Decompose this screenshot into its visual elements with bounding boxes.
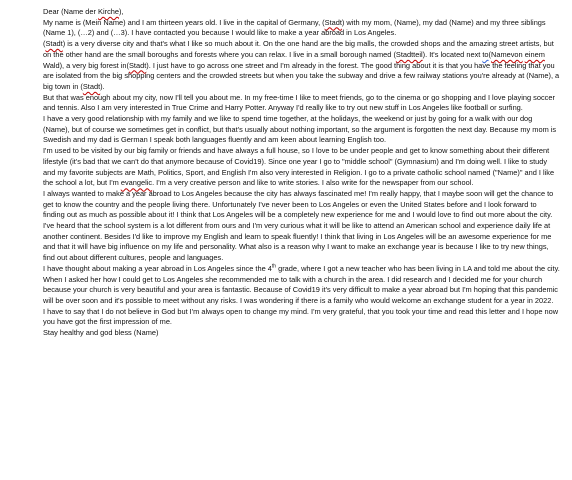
spellcheck-word: Kirche — [98, 7, 119, 16]
spellcheck-word: einem — [524, 49, 545, 59]
spellcheck-word: evangelic — [120, 178, 153, 188]
spellcheck-word: Stadt — [324, 17, 342, 27]
salutation-text: Dear (Name der — [43, 7, 99, 16]
grammar-check-word: to — [482, 49, 489, 59]
spellcheck-word: Stadt — [128, 60, 147, 70]
paragraph-church: I have thought about making a year abroad in Los Angeles since the 4th grade, where I got a new teacher who has been living in LA and told me about the city. When I asked her how I could get to Los Angeles she recommended me to talk with a church in the area. I did research and I decided me for your church because your church is very beautiful and your area is fantastic. Because of Covid19 it's very difficult to make a year abroad but I'm hoping that this pandemic will be over soon and it's possible to meet without any risks. I was wondering if there is a family who would welcome an exchange student for a year in 2022. — [43, 263, 560, 305]
paragraph-motivation: I always wanted to make a year abroad to Los Angeles because the city has always fascinated me! I'm really happy, that I maybe soon will get the chance to get to know the country and the people living there. Unfortunately I've never been to Los Angeles or even the United States before and I look forward to finding out as much as possible about it! I think that Los Angeles will be a completely new experience for me and I would love to find out more about the city. I've heard that the school system is a lot different from ours and I'm very curious what it will be like to attend an American school and experience daily life at another continent. Besides I'd like to improve my English and learn to speak fluently! I think that living in Los Angeles will be an awesome experience for me and that it will have big influence on my life and personality. What also is a reason why I want to make an exchange year is because I like to try new things, find out about different cultures, people and languages. — [43, 188, 554, 263]
paragraph-family: I have a very good relationship with my family and we like to spend time together, at the holidays, the weekend or just by going for a walk with our dog (Name), but of course we sometimes get in conflict, but that's usually about nothing important, so the argument is forgotten the next day. Because my mom is Swedish and my dad is German I speak both languages fluently and am keen about learning English too. — [43, 114, 557, 145]
spellcheck-word: Namevon — [491, 49, 523, 59]
paragraph-hobbies: But that was enough about my city, now I'll tell you about me. In my free-time I like to meet friends, go to the cinema or go shopping and I love playing soccer and tennis. Also I am very interested in True Crime and Harry Potter. Anyway I'd really like to try out new stuff in Los Angeles like football or surfing. — [43, 92, 555, 113]
salutation-text: ), — [119, 7, 124, 16]
closing-line: Stay healthy and god bless (Name) — [43, 328, 159, 338]
spellcheck-word: Stadt — [82, 81, 101, 91]
spellcheck-word: Stadt — [45, 39, 63, 49]
paragraph-intro: My name is (Mein Name) and I am thirteen years old. I live in the capital of Germany, (Stadt) with my mom, (Name), my dad (Name) and my three siblings (Name 1), (…2) and (…3). I have contacted you because I would like to make a year abroad in Los Angeles. — [43, 17, 546, 38]
paragraph-school: I'm used to be visited by our big family or friends and have always a full house, so I love to be under people and get to know something about their different lifestyle (it's bad that we can't do that anymore because of Covid19). Since one year I go to "middle school" (Gymnasium) and I'm doing well. I like to study and my favorite subjects are Math, Politics, Sport, and English I'm also very interested in Religion. I go to a private catholic school named ("Name)" and I like the school a lot, but I'm evangelic. I'm a very creative person and like to write stories. I also write for the newspaper from our school. — [43, 146, 555, 188]
superscript: th — [271, 263, 277, 270]
paragraph-city: (Stadt) is a very diverse city and that's what I like so much about it. On the one hand are the big malls, the crowded shops and the amazing street artists, but on the other hand are the small boroughs and forests where you can relax. I live in a small borough named (Stadtteil). It's located next to(Namevon einem Wald), a very big forest in(Stadt). I just have to go across one street and I'm already in the forest. The good thing about it is that you have the feeling that you are isolated from the big shopping centers and the crowded streets but when you take the subway and drive a few railway stations you're already at (Name), a big town in (Stadt). — [43, 39, 560, 91]
salutation — [43, 7, 560, 18]
paragraph-closing-remarks: I have to say that I do not believe in God but I'm always open to change my mind. I'm very grateful, that you took your time and read this letter and I hope now you have got the first impression of me. — [43, 306, 559, 327]
spellcheck-word: Stadtteil — [395, 49, 423, 59]
